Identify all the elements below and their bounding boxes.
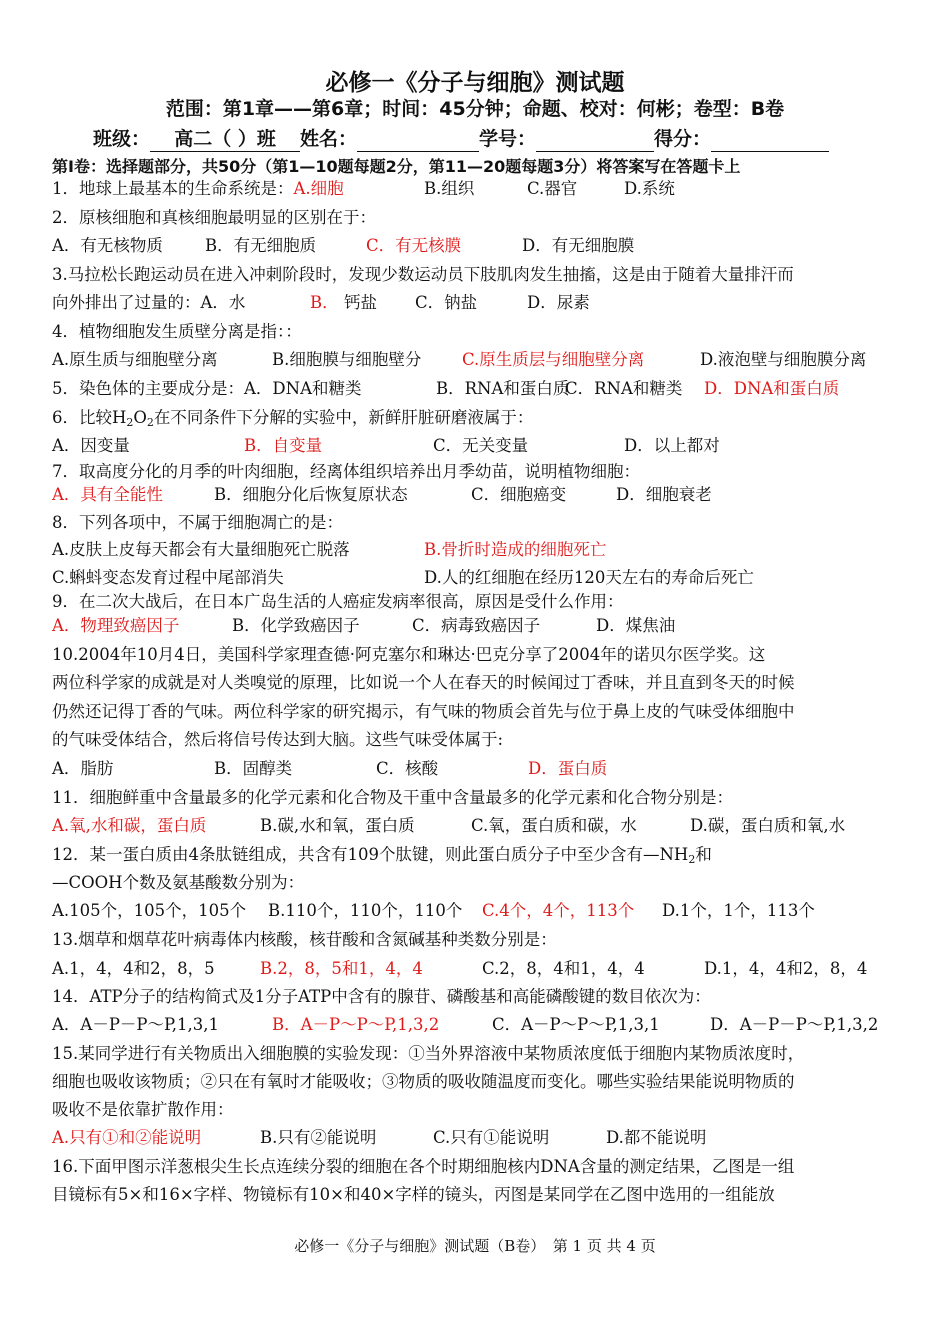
option-a[interactable]: A.皮肤上皮每天都会有大量细胞死亡脱落 bbox=[52, 540, 350, 559]
question-5-stem: 5．染色体的主要成分是：A．DNA和糖类 bbox=[52, 379, 362, 398]
option-d[interactable]: D．以上都对 bbox=[624, 436, 720, 455]
option-b[interactable]: B.骨折时造成的细胞死亡 bbox=[424, 540, 607, 559]
option-a[interactable]: A.105个，105个，105个 bbox=[52, 901, 247, 920]
option-b[interactable]: B．固醇类 bbox=[214, 759, 293, 778]
option-b[interactable]: B．化学致癌因子 bbox=[232, 616, 360, 635]
option-b[interactable]: B.2，8，5和1，4，4 bbox=[260, 959, 423, 978]
student-info-line bbox=[93, 124, 829, 152]
option-a[interactable]: A.原生质与细胞壁分离 bbox=[52, 350, 218, 369]
stem-part: 12．某一蛋白质由4条肽链组成，共含有109个肽键，则此蛋白质分子中至少含有—NH bbox=[52, 845, 689, 864]
option-b[interactable]: B． bbox=[310, 293, 339, 312]
option-d[interactable]: D.都不能说明 bbox=[606, 1128, 707, 1147]
class-label: 班级： bbox=[93, 128, 151, 150]
score-field[interactable] bbox=[711, 131, 829, 152]
question-stem: 1．地球上最基本的生命系统是： bbox=[52, 179, 294, 198]
subscript: 2 bbox=[126, 416, 134, 429]
question-9-stem: 9．在二次大战后，在日本广岛生活的人癌症发病率很高，原因是受什么作用： bbox=[52, 592, 624, 611]
option-c[interactable]: C.原生质层与细胞壁分离 bbox=[462, 350, 645, 369]
question-13-stem: 13.烟草和烟草花叶病毒体内核酸，核苷酸和含氮碱基种类数分别是： bbox=[52, 930, 557, 949]
option-c[interactable]: C．RNA和糖类 bbox=[565, 379, 683, 398]
question-15-line: 细胞也吸收该物质；②只在有氧时才能吸收；③物质的吸收随温度而变化。哪些实验结果能说明物质的 bbox=[52, 1072, 795, 1091]
option-d[interactable]: D.1，4，4和2，8，4 bbox=[704, 959, 868, 978]
option-b[interactable]: B.碳,水和氧，蛋白质 bbox=[260, 816, 415, 835]
option-c[interactable]: C.氧，蛋白质和碳，水 bbox=[471, 816, 637, 835]
option-c[interactable]: C.只有①能说明 bbox=[433, 1128, 550, 1147]
option-d[interactable]: D.人的红细胞在经历120天左右的寿命后死亡 bbox=[424, 568, 754, 587]
option-c[interactable]: C．病毒致癌因子 bbox=[412, 616, 541, 635]
stem-part: 和 bbox=[695, 845, 712, 864]
option-a[interactable]: A.1，4，4和2，8，5 bbox=[52, 959, 215, 978]
option-a[interactable]: A．物理致癌因子 bbox=[52, 616, 180, 635]
name-field[interactable] bbox=[357, 131, 479, 152]
question-1 bbox=[52, 177, 344, 201]
question-10-line: 两位科学家的成就是对人类嗅觉的原理，比如说一个人在春天的时候闻过丁香味，并且直到冬天的时候 bbox=[52, 673, 795, 692]
question-14-stem: 14．ATP分子的结构简式及1分子ATP中含有的腺苷、磷酸基和高能磷酸键的数目依次为： bbox=[52, 987, 711, 1006]
option-a[interactable]: A．有无核物质 bbox=[52, 236, 163, 255]
option-b[interactable]: B.组织 bbox=[424, 179, 475, 198]
option-b[interactable]: B.110个，110个，110个 bbox=[268, 901, 463, 920]
option-d[interactable]: D．煤焦油 bbox=[596, 616, 676, 635]
option-d[interactable]: D．细胞衰老 bbox=[616, 485, 712, 504]
question-10-line: 仍然还记得丁香的气味。两位科学家的研究揭示，有气味的物质会首先与位于鼻上皮的气味受体细胞中 bbox=[52, 702, 795, 721]
subscript: 2 bbox=[146, 416, 154, 429]
stem-part: 在不同条件下分解的实验中，新鲜肝脏研磨液属于： bbox=[153, 408, 534, 427]
question-16-line: 目镜标有5×和16×字样、物镜标有10×和40×字样的镜头，丙图是某同学在乙图中选用的一组能放 bbox=[52, 1185, 775, 1204]
class-field[interactable]: 高二（ ）班 bbox=[150, 124, 300, 152]
option-d[interactable]: D.液泡壁与细胞膜分离 bbox=[700, 350, 867, 369]
question-4-stem: 4．植物细胞发生质壁分离是指：： bbox=[52, 322, 302, 341]
question-11-stem: 11．细胞鲜重中含量最多的化学元素和化合物及干重中含量最多的化学元素和化合物分别是： bbox=[52, 788, 733, 807]
question-16-line: 16.下面甲图示洋葱根尖生长点连续分裂的细胞在各个时期细胞核内DNA含量的测定结果，乙图是一组 bbox=[52, 1157, 795, 1176]
question-7-stem: 7．取高度分化的月季的叶肉细胞，经离体组织培养出月季幼苗，说明植物细胞： bbox=[52, 462, 640, 481]
question-3-option-a[interactable]: 向外排出了过量的：A．水 bbox=[52, 293, 246, 312]
question-6-stem bbox=[52, 406, 533, 435]
exam-title: 必修一《分子与细胞》测试题 bbox=[325, 70, 625, 96]
id-label: 学号： bbox=[479, 128, 537, 150]
option-b[interactable]: B．RNA和蛋白质 bbox=[436, 379, 570, 398]
option-b[interactable]: B.只有②能说明 bbox=[260, 1128, 377, 1147]
option-c[interactable]: C．A－P～P～P,1,3,1 bbox=[492, 1015, 660, 1034]
option-a[interactable]: A．脂肪 bbox=[52, 759, 114, 778]
option-c[interactable]: C.4个，4个，113个 bbox=[482, 901, 635, 920]
name-label: 姓名： bbox=[300, 128, 358, 150]
option-a[interactable]: A．A－P－P～P,1,3,1 bbox=[52, 1015, 220, 1034]
page-footer: 必修一《分子与细胞》测试题（B卷） 第 1 页 共 4 页 bbox=[294, 1237, 656, 1255]
question-10-line: 10.2004年10月4日，美国科学家理查德·阿克塞尔和琳达·巴克分享了2004年的诺贝尔医学奖。这 bbox=[52, 645, 766, 664]
stem-part: O bbox=[133, 408, 147, 427]
option-c[interactable]: C.2，8，4和1，4，4 bbox=[482, 959, 645, 978]
question-12-line: —COOH个数及氨基酸数分别为： bbox=[52, 873, 305, 892]
question-2-stem: 2．原核细胞和真核细胞最明显的区别在于： bbox=[52, 208, 376, 227]
option-a[interactable]: A.氧,水和碳，蛋白质 bbox=[52, 816, 207, 835]
option-c[interactable]: C．核酸 bbox=[376, 759, 439, 778]
option-b[interactable]: B.细胞膜与细胞壁分 bbox=[272, 350, 422, 369]
option-d[interactable]: D.碳，蛋白质和氧,水 bbox=[690, 816, 846, 835]
student-id-field[interactable] bbox=[536, 131, 654, 152]
option-c[interactable]: C．钠盐 bbox=[415, 293, 478, 312]
option-d[interactable]: D．尿素 bbox=[527, 293, 590, 312]
stem-part: 6．比较H bbox=[52, 408, 127, 427]
option-d[interactable]: D.1个，1个，113个 bbox=[662, 901, 815, 920]
section-title: 第Ⅰ卷：选择题部分，共50分（第1—10题每题2分，第11—20题每题3分）将答案写在答题卡上 bbox=[52, 157, 741, 176]
option-d[interactable]: D．有无细胞膜 bbox=[522, 236, 635, 255]
question-10-line: 的气味受体结合，然后将信号传达到大脑。这些气味受体属于: bbox=[52, 730, 504, 749]
option-d[interactable]: D．DNA和蛋白质 bbox=[704, 379, 840, 398]
question-8-stem: 8．下列各项中，不属于细胞凋亡的是： bbox=[52, 513, 343, 532]
question-15-line: 吸收不是依靠扩散作用： bbox=[52, 1100, 234, 1119]
option-b[interactable]: B．A－P～P～P,1,3,2 bbox=[272, 1015, 440, 1034]
option-c[interactable]: C.蝌蚪变态发育过程中尾部消失 bbox=[52, 568, 284, 587]
option-a[interactable]: A.只有①和②能说明 bbox=[52, 1128, 202, 1147]
option-c[interactable]: C.器官 bbox=[527, 179, 578, 198]
option-b-label: 钙盐 bbox=[344, 293, 377, 312]
option-b[interactable]: B．细胞分化后恢复原状态 bbox=[214, 485, 408, 504]
question-3-stem: 3.马拉松长跑运动员在进入冲刺阶段时，发现少数运动员下肢肌肉发生抽搐，这是由于随着大量排汗而 bbox=[52, 265, 794, 284]
option-d[interactable]: D．蛋白质 bbox=[528, 759, 608, 778]
question-12-stem bbox=[52, 843, 712, 872]
option-d[interactable]: D.系统 bbox=[624, 179, 675, 198]
question-15-line: 15.某同学进行有关物质出入细胞膜的实验发现：①当外界溶液中某物质浓度低于细胞内某物质浓度时， bbox=[52, 1044, 805, 1063]
option-c[interactable]: C．有无核膜 bbox=[366, 236, 462, 255]
score-label: 得分： bbox=[654, 128, 712, 150]
option-c[interactable]: C．无关变量 bbox=[433, 436, 529, 455]
option-a[interactable]: A．具有全能性 bbox=[52, 485, 163, 504]
exam-subtitle: 范围：第1章——第6章；时间：45分钟；命题、校对：何彬；卷型：B卷 bbox=[165, 98, 785, 120]
option-b[interactable]: B．有无细胞质 bbox=[205, 236, 317, 255]
option-a[interactable]: A.细胞 bbox=[293, 179, 344, 198]
option-b[interactable]: B．自变量 bbox=[244, 436, 323, 455]
option-d[interactable]: D．A－P－P～P,1,3,2 bbox=[710, 1015, 879, 1034]
option-a[interactable]: A．因变量 bbox=[52, 436, 130, 455]
subscript: 2 bbox=[688, 853, 696, 866]
option-c[interactable]: C．细胞癌变 bbox=[471, 485, 567, 504]
